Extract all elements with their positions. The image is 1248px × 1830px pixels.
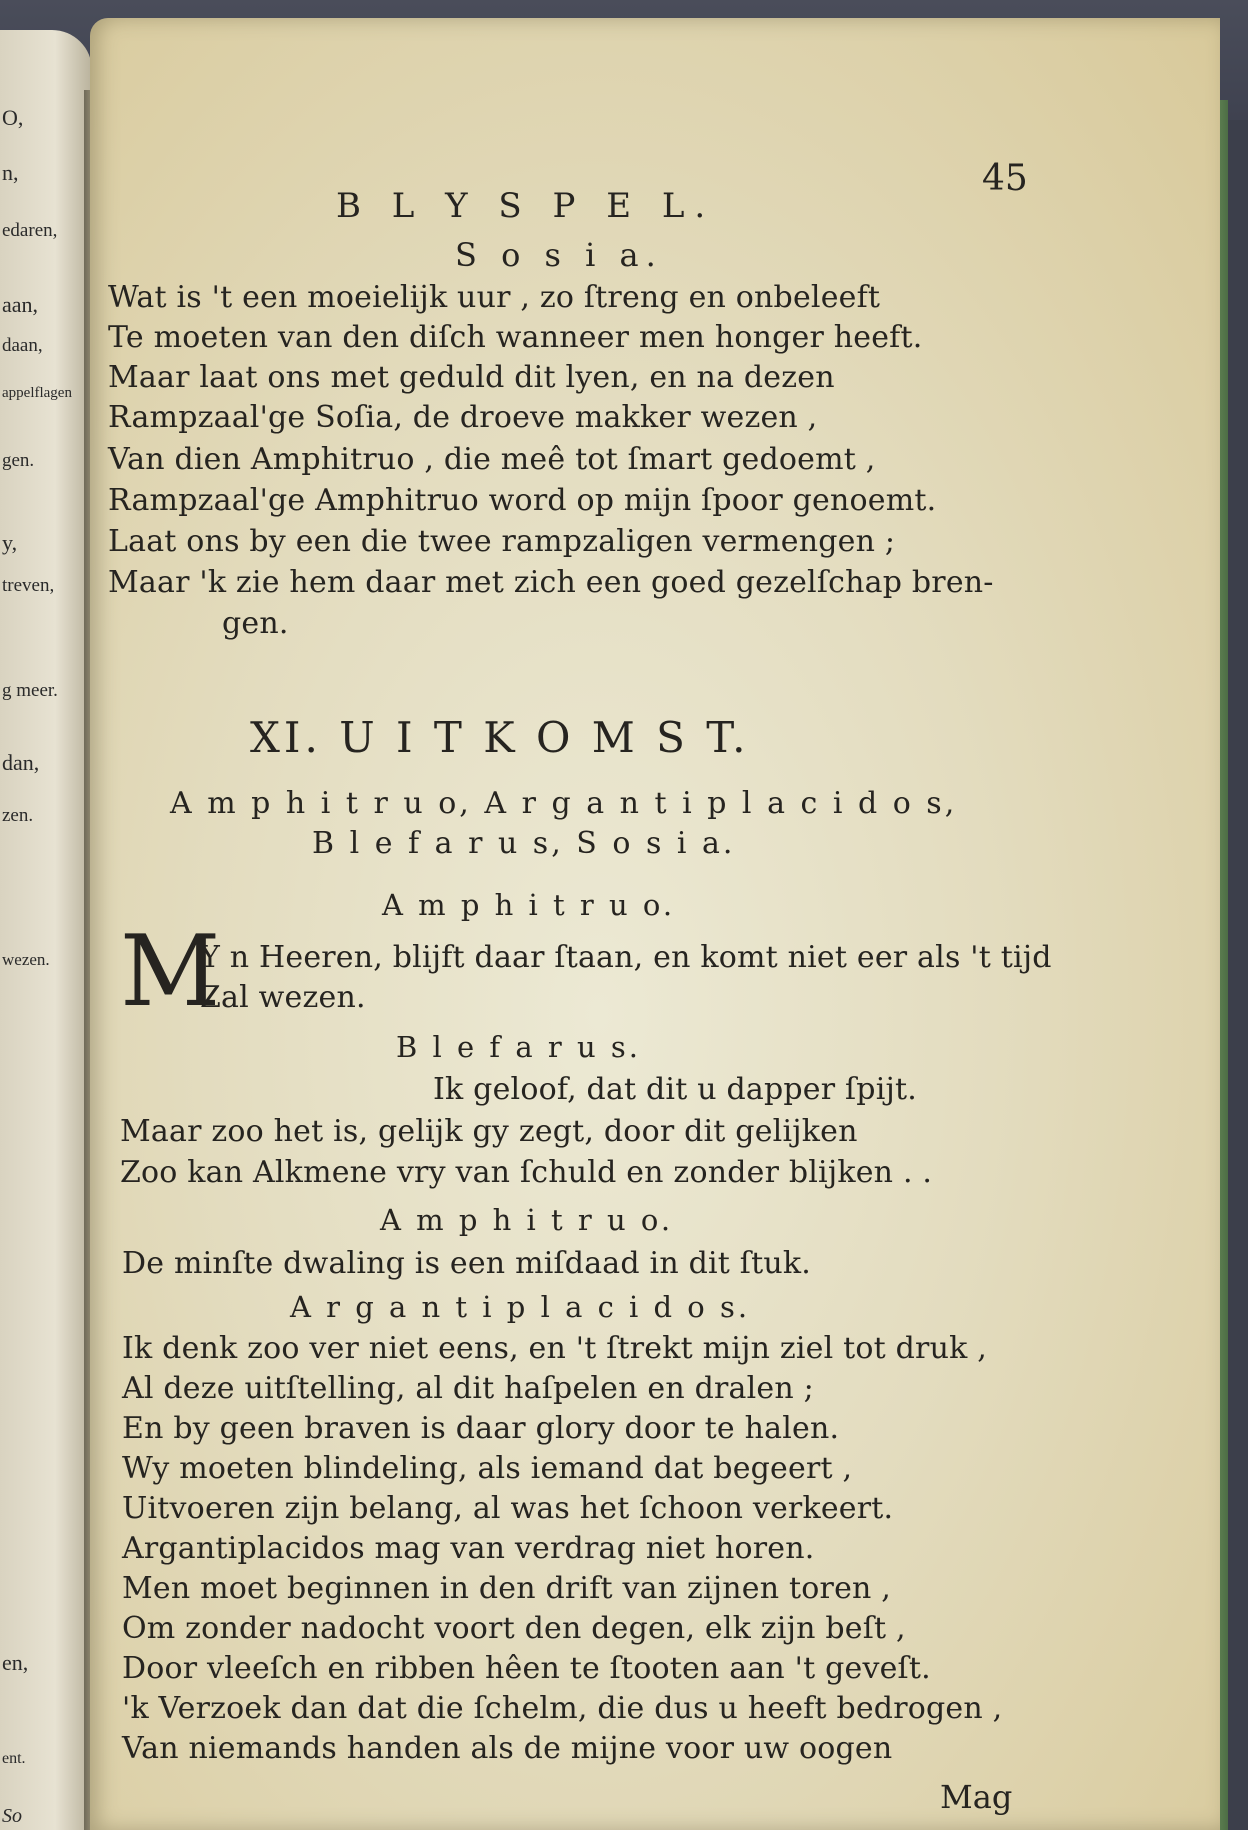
verse-line: Zal wezen. [200, 980, 366, 1015]
verse-line: Door vleeſch en ribben hêen te ſtooten aan 't geveſt. [122, 1651, 931, 1686]
verse-line: Y n Heeren, blijft daar ſtaan, en komt niet eer als 't tijd [200, 940, 1052, 975]
margin-fragment: So [2, 1805, 22, 1827]
running-title: B L Y S P E L. [336, 186, 716, 226]
verse-line: Wat is 't een moeielijk uur , zo ſtreng en onbeleeft [108, 280, 881, 315]
speaker-sosia: S o s i a. [455, 236, 663, 274]
verse-line: Om zonder nadocht voort den degen, elk zijn beſt , [122, 1611, 906, 1646]
verse-line: De minſte dwaling is een miſdaad in dit ſtuk. [122, 1246, 811, 1281]
margin-fragment: treven, [2, 575, 55, 596]
verse-line: Rampzaal'ge Soſia, de droeve makker wezen , [108, 400, 818, 435]
verse-line: Men moet beginnen in den drift van zijnen toren , [122, 1571, 892, 1606]
speaker-blefarus: B l e f a r u s. [396, 1030, 641, 1064]
margin-fragment: gen. [2, 450, 35, 471]
verse-line: Uitvoeren zijn belang, al was het ſchoon verkeert. [122, 1491, 894, 1526]
verse-line: Te moeten van den diſch wanneer men honger heeft. [108, 320, 923, 355]
verse-line: Ik geloof, dat dit u dapper ſpijt. [433, 1072, 918, 1107]
margin-fragment: en, [2, 1650, 29, 1675]
verse-line: Wy moeten blindeling, als iemand dat begeert , [122, 1451, 853, 1486]
margin-fragment: ent. [2, 1750, 26, 1767]
verse-line: Zoo kan Alkmene vry van ſchuld en zonder blijken . . [120, 1155, 933, 1190]
cast-list: A m p h i t r u o, A r g a n t i p l a c i d o s, [170, 786, 958, 821]
page-number: 45 [982, 158, 1028, 199]
verse-line: En by geen braven is daar glory door te halen. [122, 1411, 840, 1446]
cast-list: B l e f a r u s, S o s i a. [312, 826, 736, 861]
verse-line: Maar laat ons met geduld dit lyen, en na dezen [108, 360, 835, 395]
verse-line: Maar zoo het is, gelijk gy zegt, door dit gelijken [120, 1114, 858, 1149]
verse-line: Laat ons by een die twee rampzaligen vermengen ; [108, 524, 896, 559]
margin-fragment: aan, [2, 292, 39, 317]
speaker-amphitruo: A m p h i t r u o. [382, 888, 676, 922]
catchword: Mag [940, 1778, 1013, 1816]
verse-line: Van dien Amphitruo , die meê tot ſmart gedoemt , [108, 442, 876, 477]
margin-fragment: O, [2, 105, 24, 130]
scene-heading: XI. U I T K O M S T. [250, 713, 750, 762]
margin-fragment: g meer. [2, 680, 58, 701]
speaker-amphitruo: A m p h i t r u o. [380, 1203, 674, 1237]
verse-line: Van niemands handen als de mijne voor uw oogen [122, 1731, 893, 1766]
verse-line: gen. [222, 606, 289, 641]
verse-line: Al deze uitſtelling, al dit haſpelen en dralen ; [122, 1371, 814, 1406]
margin-fragment: n, [2, 160, 19, 185]
verse-line: Ik denk zoo ver niet eens, en 't ſtrekt mijn ziel tot druk , [122, 1331, 987, 1366]
verse-line: 'k Verzoek dan dat die ſchelm, die dus u heeft bedrogen , [122, 1691, 1003, 1726]
margin-fragment: edaren, [2, 220, 58, 241]
margin-fragment: daan, [2, 335, 43, 356]
margin-fragment: wezen. [2, 950, 50, 969]
verse-line: Argantiplacidos mag van verdrag niet horen. [122, 1531, 815, 1566]
margin-fragment: appelflagen [2, 385, 72, 401]
verse-line: Maar 'k zie hem daar met zich een goed gezelſchap bren- [108, 565, 994, 600]
margin-fragment: y, [2, 530, 18, 555]
verse-line: Rampzaal'ge Amphitruo word op mijn ſpoor genoemt. [108, 483, 937, 518]
speaker-argantiplacidos: A r g a n t i p l a c i d o s. [290, 1290, 751, 1324]
drop-capital: M [120, 915, 221, 1029]
facing-page-left [0, 30, 92, 1830]
book-page [90, 18, 1220, 1830]
margin-fragment: dan, [2, 750, 40, 775]
margin-fragment: zen. [2, 805, 34, 826]
